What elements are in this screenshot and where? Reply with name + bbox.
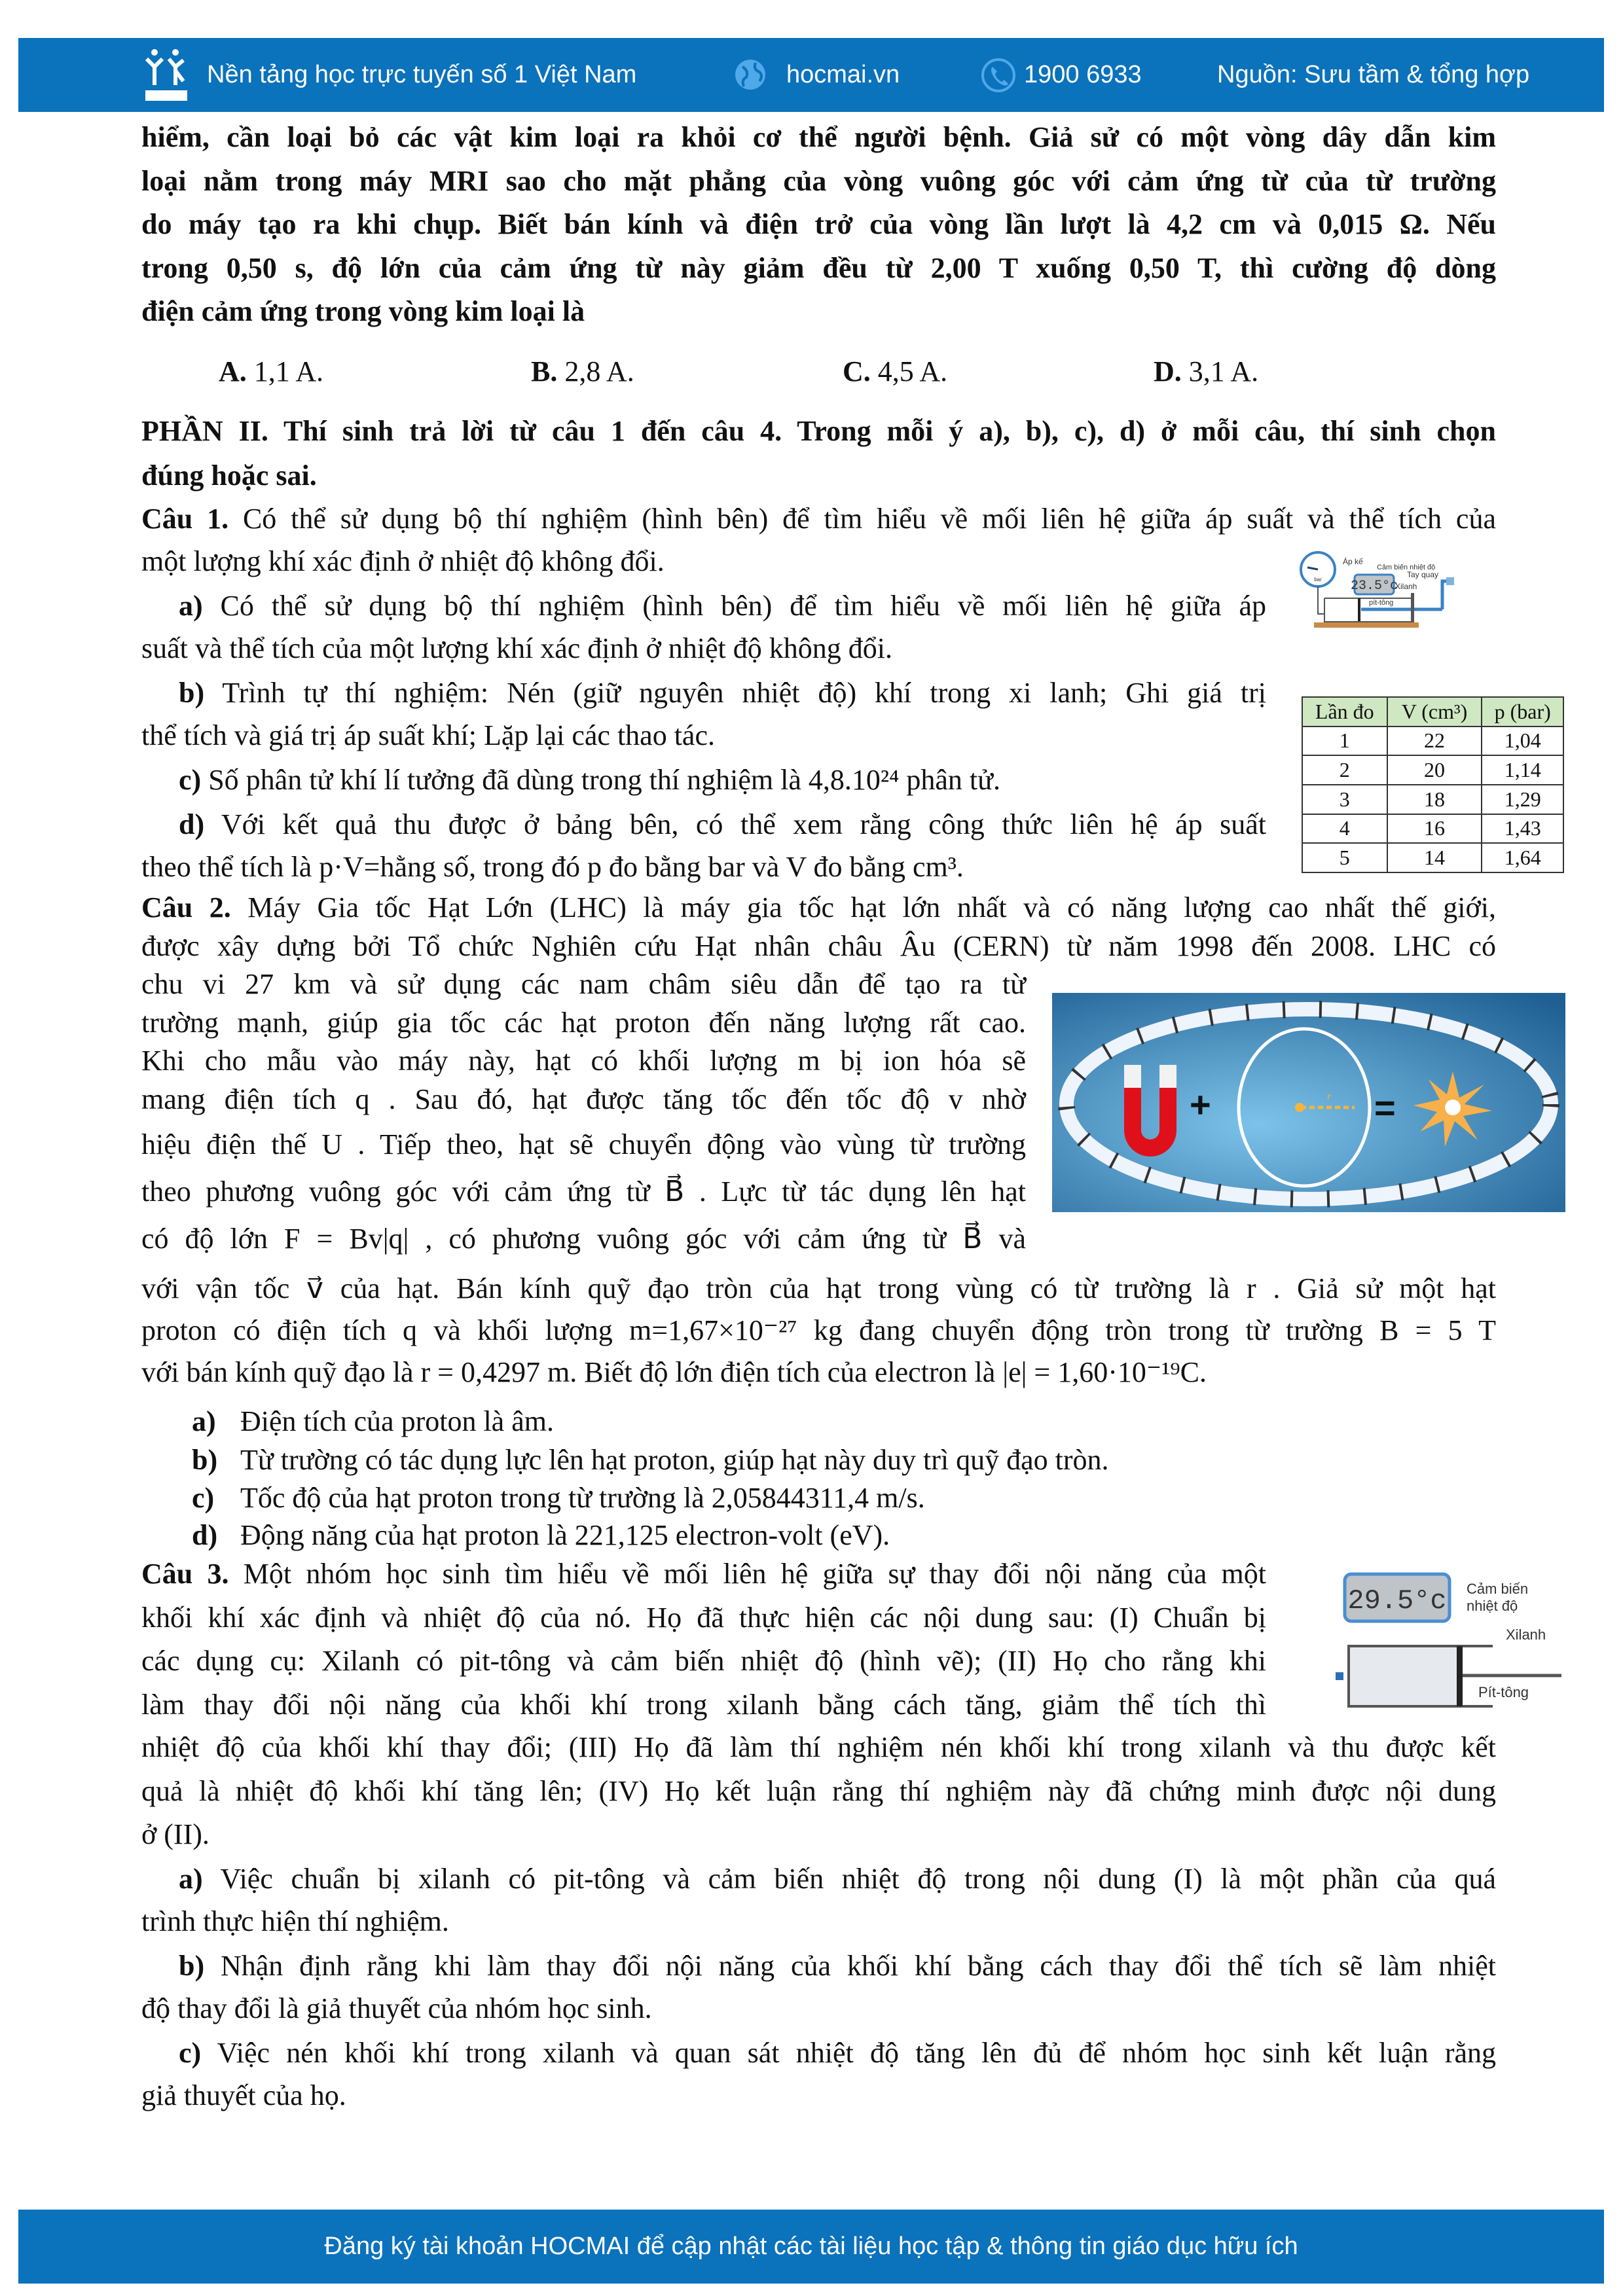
item-text: Từ trường có tác dụng lực lên hạt proton, giúp hạt này duy trì quỹ đạo tròn. — [240, 1444, 1109, 1476]
footer-banner — [18, 2210, 1604, 2284]
text-line: khối khí xác định và nhiệt độ của nó. Họ đã thực hiện các nội dung sau: (I) Chuẩn bị — [141, 1601, 1266, 1634]
cell: 3 — [1302, 785, 1387, 814]
cell: 1,29 — [1482, 785, 1563, 814]
question-2-b — [192, 1441, 1109, 1479]
text-line: theo thể tích là p·V=hằng số, trong đó p đo bằng bar và V đo bằng cm³. — [141, 851, 964, 884]
text-line: trình thực hiện thí nghiệm. — [141, 1905, 449, 1938]
text-line: a) Việc chuẩn bị xilanh có pit-tông và cảm biến nhiệt độ trong nội dung (I) là một phần của quá — [179, 1863, 1496, 1895]
sensor-label-1: Cảm biến — [1467, 1581, 1529, 1597]
table-row — [1302, 785, 1563, 814]
globe-icon — [733, 58, 767, 92]
cell: 5 — [1302, 843, 1387, 872]
label: c) — [179, 2037, 202, 2069]
header-slogan: Nền tảng học trực tuyến số 1 Việt Nam — [207, 61, 637, 88]
text-line: Câu 2. Máy Gia tốc Hạt Lớn (LHC) là máy gia tốc hạt lớn nhất và có năng lượng cao nhất thế giới, — [141, 891, 1497, 924]
question-1-a — [141, 584, 1266, 670]
label: Câu 2. — [141, 891, 231, 924]
label: Câu 1. — [141, 503, 229, 535]
text-line: hiểm, cần loại bỏ các vật kim loại ra khỏi cơ thể người bệnh. Giả sử có một vòng dây dẫn kim — [141, 121, 1496, 153]
question-2-stem-part-2 — [141, 965, 1026, 1119]
option-c-text: 4,5 A. — [870, 355, 948, 387]
question-2-stem-part-1 — [141, 889, 1496, 965]
crank-label: Tay quay — [1407, 570, 1439, 579]
text-line: với vận tốc v⃗ của hạt. Bán kính quỹ đạo tròn của hạt trong vùng có từ trường là r . Giả sử một hạt — [141, 1272, 1496, 1304]
table-row — [1302, 726, 1563, 756]
text-line: loại nằm trong máy MRI sao cho mặt phẳng của vòng vuông góc với cảm ứng từ của từ trường — [141, 164, 1496, 197]
text-line: làm thay đổi nội năng của khối khí trong xilanh bằng cách tăng, giảm thể tích thì — [141, 1688, 1266, 1721]
option-c — [843, 350, 947, 393]
option-c-label: C. — [843, 355, 871, 387]
text-line: a) Có thể sử dụng bộ thí nghiệm (hình bên) để tìm hiểu về mối liên hệ giữa áp — [179, 590, 1266, 622]
hocmai-logo-icon — [140, 47, 192, 103]
option-d — [1154, 350, 1258, 393]
label: b) — [179, 1950, 205, 1982]
text-line: hiệu điện thế U . Tiếp theo, hạt sẽ chuyển động vào vùng từ trường — [141, 1128, 1026, 1160]
header-cell: Lần đo — [1302, 697, 1387, 726]
item-label: c) — [192, 1482, 215, 1514]
gauge-label: Áp kế — [1343, 557, 1363, 566]
question-3-stem-part-2 — [141, 1726, 1496, 1857]
question-2-a — [192, 1403, 554, 1441]
part-2-heading — [141, 409, 1496, 497]
text-line: do máy tạo ra khi chụp. Biết bán kính và điện trở của vòng lần lượt là 4,2 cm và 0,015 Ω. Nếu — [141, 208, 1496, 241]
text-line: các dụng cụ: Xilanh có pit-tông và cảm biến nhiệt độ (hình vẽ); (II) Họ cho rằng khi — [141, 1645, 1266, 1677]
question-1-b — [141, 672, 1266, 757]
phone-icon — [981, 58, 1016, 93]
header-banner — [18, 38, 1604, 112]
cell: 1,64 — [1482, 843, 1563, 872]
text-line: mang điện tích q . Sau đó, hạt được tăng tốc đến tốc độ v nhờ — [141, 1083, 1026, 1115]
question-1-c — [141, 759, 1266, 802]
text-line: thể tích và giá trị áp suất khí; Lặp lại các thao tác. — [141, 719, 715, 752]
label: Câu 3. — [141, 1558, 229, 1590]
text-line: Khi cho mẫu vào máy này, hạt có khối lượng m bị ion hóa sẽ — [141, 1045, 1026, 1077]
table-row — [1302, 755, 1563, 785]
question-2-stem-part-4 — [141, 1268, 1496, 1393]
label: a) — [179, 1863, 203, 1895]
piston-label: Pít-tông — [1478, 1684, 1529, 1700]
cylinder-label: Xilanh — [1395, 582, 1417, 591]
cell: 1 — [1302, 726, 1387, 756]
question-3-c — [141, 2032, 1496, 2117]
text-line: điện cảm ứng trong vòng kim loại là — [141, 295, 585, 328]
cell: 1,14 — [1482, 755, 1563, 785]
table-row — [1302, 814, 1563, 844]
cell: 1,04 — [1482, 726, 1563, 756]
text-line: d) Với kết quả thu được ở bảng bên, có thể xem rằng công thức liên hệ áp suất — [179, 808, 1266, 840]
item-text: Tốc độ của hạt proton trong từ trường là 2,05844311,4 m/s. — [240, 1482, 925, 1514]
text-line: trường mạnh, giúp gia tốc các hạt proton đến năng lượng rất cao. — [141, 1006, 1026, 1039]
sensor-label: Cảm biến nhiệt độ — [1377, 564, 1436, 571]
text-line: một lượng khí xác định ở nhiệt độ không đổi. — [141, 545, 665, 578]
cell: 22 — [1387, 726, 1482, 756]
label: d) — [179, 808, 205, 840]
table-row — [1302, 843, 1563, 872]
text-line: Câu 3. Một nhóm học sinh tìm hiểu về mối liên hệ giữa sự thay đổi nội năng của một — [141, 1558, 1266, 1590]
option-a — [219, 350, 323, 393]
text-line: c) Số phân tử khí lí tưởng đã dùng trong thí nghiệm là 4,8.10²⁴ phân tử. — [179, 764, 1000, 796]
cylinder-sensor-figure — [1336, 1568, 1561, 1708]
option-b-text: 2,8 A. — [557, 355, 634, 387]
option-d-label: D. — [1154, 355, 1182, 387]
cell: 1,43 — [1482, 814, 1563, 844]
cell: 14 — [1387, 843, 1482, 872]
sensor-label-2: nhiệt độ — [1467, 1598, 1518, 1614]
header-cell: V (cm³) — [1387, 697, 1482, 726]
boyle-apparatus-figure — [1298, 548, 1567, 673]
text-line: nhiệt độ của khối khí thay đổi; (III) Họ đã làm thí nghiệm nén khối khí trong xilanh và thu được kết — [141, 1731, 1496, 1763]
lhc-illustration — [1052, 993, 1565, 1212]
piston-label: pít-tông — [1369, 599, 1394, 607]
header-hotline[interactable]: 1900 6933 — [1024, 61, 1142, 88]
question-1-stem — [141, 497, 1496, 583]
text-line: theo phương vuông góc với cảm ứng từ B⃗ . Lực từ tác dụng lên hạt — [141, 1175, 1026, 1208]
label: c) — [179, 764, 202, 796]
text-line: c) Việc nén khối khí trong xilanh và quan sát nhiệt độ tăng lên đủ để nhóm học sinh kết luận rằng — [179, 2037, 1496, 2069]
text-line: giả thuyết của họ. — [141, 2079, 346, 2112]
option-a-label: A. — [219, 355, 247, 387]
text-line: độ thay đổi là giả thuyết của nhóm học sinh. — [141, 1992, 652, 2025]
text-line: quả là nhiệt độ khối khí tăng lên; (IV) Họ kết luận rằng thí nghiệm này đã chứng minh được nội dung — [141, 1774, 1496, 1807]
header-cell: p (bar) — [1482, 697, 1563, 726]
cell: 2 — [1302, 755, 1387, 785]
text-line: có độ lớn F = Bv|q| , có phương vuông góc với cảm ứng từ B⃗ và — [141, 1223, 1026, 1255]
question-2-d — [192, 1516, 890, 1554]
gauge-unit: bar — [1314, 577, 1322, 583]
question-2-c — [192, 1479, 925, 1517]
text-line: PHẦN II. Thí sinh trả lời từ câu 1 đến câu 4. Trong mỗi ý a), b), c), d) ở mỗi câu, thí sinh chọn — [141, 415, 1496, 447]
text-line: trong 0,50 s, độ lớn của cảm ứng từ này giảm đều từ 2,00 T xuống 0,50 T, thì cường độ dòng — [141, 251, 1496, 284]
question-1-d — [141, 803, 1266, 889]
text-line: Câu 1. Có thể sử dụng bộ thí nghiệm (hình bên) để tìm hiểu về mối liên hệ giữa áp suất và thể tích của — [141, 503, 1496, 535]
question-3-stem-part-1 — [141, 1552, 1266, 1727]
cylinder-label: Xilanh — [1506, 1626, 1546, 1643]
question-3-a — [141, 1857, 1496, 1943]
item-label: d) — [192, 1519, 218, 1551]
item-text: Động năng của hạt proton là 221,125 electron-volt (eV). — [240, 1519, 890, 1551]
option-b-label: B. — [531, 355, 558, 387]
text-line: ở (II). — [141, 1818, 210, 1850]
measurement-table — [1302, 696, 1564, 873]
cell: 16 — [1387, 814, 1482, 844]
option-d-text: 3,1 A. — [1181, 355, 1259, 387]
text-line: với bán kính quỹ đạo là r = 0,4297 m. Biết độ lớn điện tích của electron là |e| = 1,60·10⁻¹⁹C. — [141, 1356, 1207, 1388]
text-line: chu vi 27 km và sử dụng các nam châm siêu dẫn để tạo ra từ — [141, 968, 1026, 1000]
text-line: được xây dựng bởi Tổ chức Nghiên cứu Hạt nhân châu Âu (CERN) từ năm 1998 đến 2008. LHC có — [141, 929, 1496, 962]
footer-text: Đăng ký tài khoản HOCMAI để cập nhật các tài liệu học tập & thông tin giáo dục hữu ích — [324, 2233, 1298, 2260]
question-3-b — [141, 1945, 1496, 2030]
text-line: b) Nhận định rằng khi làm thay đổi nội năng của khối khí bằng cách thay đổi thể tích sẽ làm nhiệt — [179, 1950, 1496, 1982]
crank-handle-icon — [1446, 577, 1454, 585]
svg-text:+: + — [1190, 1084, 1211, 1125]
question-2-stem-part-3 — [141, 1121, 1026, 1263]
item-label: b) — [192, 1444, 218, 1476]
text-line: b) Trình tự thí nghiệm: Nén (giữ nguyên nhiệt độ) khí trong xi lanh; Ghi giá trị — [179, 677, 1266, 709]
header-website-link[interactable]: hocmai.vn — [786, 61, 900, 88]
sensor-display: 29.5°c — [1347, 1585, 1447, 1617]
question-mri-text — [141, 116, 1496, 334]
option-a-text: 1,1 A. — [246, 355, 324, 387]
cell: 4 — [1302, 814, 1387, 844]
sensor-display: 23.5°c — [1350, 579, 1398, 594]
item-label: a) — [192, 1405, 216, 1437]
text-line: đúng hoặc sai. — [141, 459, 317, 492]
text-line: suất và thể tích của một lượng khí xác định ở nhiệt độ không đổi. — [141, 632, 892, 665]
svg-text:=: = — [1374, 1087, 1396, 1128]
cell: 20 — [1387, 755, 1482, 785]
label: a) — [179, 590, 203, 622]
option-b — [531, 350, 634, 393]
header-source: Nguồn: Sưu tầm & tổng hợp — [1217, 61, 1530, 88]
item-text: Điện tích của proton là âm. — [240, 1405, 554, 1437]
label: b) — [179, 677, 205, 709]
cell: 18 — [1387, 785, 1482, 814]
radius-label: r — [1327, 1091, 1332, 1102]
text-line: proton có điện tích q và khối lượng m=1,67×10⁻²⁷ kg đang chuyển động tròn trong từ trường B = 5 T — [141, 1314, 1496, 1346]
